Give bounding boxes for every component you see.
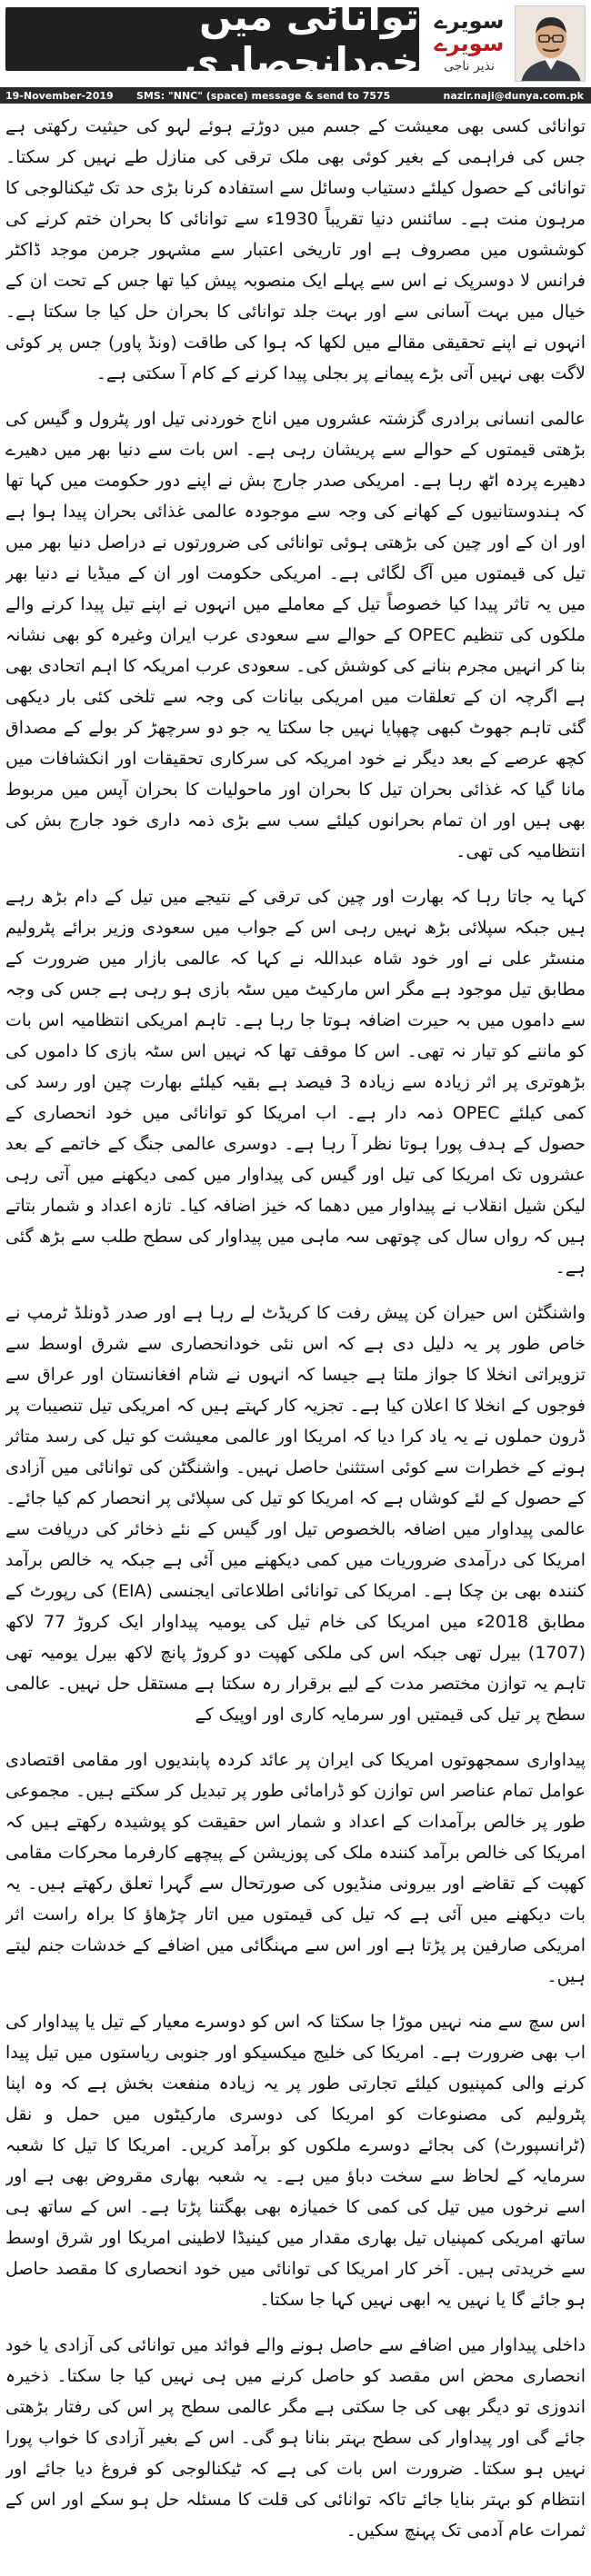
author-portrait-image xyxy=(516,6,586,82)
masthead xyxy=(0,0,591,87)
column-title: توانائی میں خودانحصاری xyxy=(184,0,419,84)
article-body xyxy=(5,111,586,2570)
column-logo xyxy=(427,5,511,78)
author-name: نذیر ناجی xyxy=(444,59,495,75)
info-bar xyxy=(0,87,591,104)
article-paragraph: کہا یہ جاتا رہا کہ بھارت اور چین کی ترقی کے نتیجے میں تیل کے دام بڑھ رہے ہیں جبکہ سپلائی بڑھ نہیں رہی اس کے جواب میں سعودی وزیر برائے پٹرولیم منسٹر علی نے اور خود شاہ عبداللہ نے کہا کہ عالمی بازار میں ضرورت کے مطابق تیل موجود ہے مگر اس مارکیٹ میں سٹہ بازی ہو رہی ہے جس کی وجہ سے داموں میں بہ حیرت اضافہ ہوتا جا رہا ہے۔ تاہم امریکی انتظامیہ اس بات کو ماننے کو تیار نہ تھی۔ اس کا موقف تھا کہ نہیں اس سٹہ بازی کا داموں کی بڑھوتری پر اثر زیادہ سے زیادہ 3 فیصد ہے بقیہ کیلئے بھارت چین اور رسد کی کمی کیلئے OPEC ذمہ دار ہے۔ اب امریکا کو توانائی میں خود انحصاری کے حصول کے ہدف پورا ہوتا نظر آ رہا ہے۔ دوسری عالمی جنگ کے خاتمے کے بعد عشروں تک امریکا کی تیل اور گیس کی پیداوار میں کمی دیکھنے میں آتی رہی لیکن شیل انقلاب نے پیداوار میں دھما کہ خیز اضافہ کیا۔ تازہ اعداد و شمار بتاتے ہیں کہ رواں سال کی چوتھی سہ ماہی میں پیداوار کی سطح طلب سے بڑھ گئی ہے۔ xyxy=(5,887,586,1278)
column-name-line1: سویرے xyxy=(434,7,505,34)
article-paragraph: عالمی انسانی برادری گزشتہ عشروں میں اناج خوردنی تیل اور پٹرول و گیس کی بڑھتی قیمتوں کے حوالے سے پریشان رہی ہے۔ اس بات سے دنیا بھر میں دھیرے دھیرے پردہ اٹھ رہا ہے۔ امریکی صدر جارج بش نے اپنے دور حکومت میں کہا تھا کہ ہندوستانیوں کے کھانے کی وجہ سے موجودہ عالمی غذائی بحران پیدا ہوا ہے اور ان کے اور چین کی بڑھتی ہوئی توانائی کی ضرورتوں نے دراصل دنیا بھر میں تیل کی قیمتوں میں آگ لگائی ہے۔ امریکی حکومت اور ان کے میڈیا نے دنیا بھر میں یہ تاثر پیدا کیا خصوصاً تیل کے معاملے میں انہوں نے اپنے تیل پیدا کرنے والے ملکوں کی تنظیم OPEC کے حوالے سے سعودی عرب ایران وغیرہ کو بھی نشانہ بنا کر انہیں مجرم بنانے کی کوشش کی۔ سعودی عرب امریکہ کا اہم اتحادی بھی ہے اگرچہ ان کے تعلقات میں امریکی بیانات کی وجہ سے تلخی کئی بار دیکھی گئی تاہم جھوٹ کبھی چھپایا نہیں جا سکتا یہ جو دو سرچھڑ کر بولے کے مصداق کچھ عرصے کے بعد دیگر نے خود امریکہ کی سرکاری تحقیقات اور انکشافات میں مانا گیا کہ غذائی بحران تیل کا بحران اور ماحولیات کا بحران آپس میں مربوط بھی ہیں اور ان تمام بحرانوں کیلئے سب سے بڑی ذمہ داری خود جارج بش کی انتظامیہ کی تھی۔ xyxy=(5,409,586,861)
author-portrait xyxy=(515,5,586,82)
article-paragraph: داخلی پیداوار میں اضافے سے حاصل ہونے والے فوائد میں توانائی کی آزادی یا خود انحصاری محض اس مقصد کو حاصل کرنے میں ہی نہیں کیا جا سکتا۔ ذخیرہ اندوزی تو دیگر بھی کی جا سکتی ہے مگر عالمی سطح پر اس کی رفتار بڑھتی جائے گی اور پیداوار کی سطح بہتر بنانا ہو گی۔ اس کے بغیر آزادی کا خواب پورا نہیں ہو سکتا۔ ضرورت اس بات کی ہے کہ ٹیکنالوجی کو فروغ دیا جائے اور انتظام کو بہتر بنایا جائے تاکہ توانائی کی قلت کا مسئلہ حل ہو سکے اور اس کے ثمرات عام آدمی تک پہنچ سکیں۔ xyxy=(5,2335,586,2541)
sms-instructions: SMS: "NNC" (space) message & send to 7575 xyxy=(136,89,391,102)
article-paragraph: اس سچ سے منہ نہیں موڑا جا سکتا کہ اس کو دوسرے معیار کے تیل یا پیداوار کی اب بھی ضرورت ہے۔ امریکا کی خلیج میکسیکو اور جنوبی ریاستوں میں تیل پیدا کرنے والی کمپنیوں کیلئے تجارتی طور پر یہ زیادہ منفعت بخش ہے کہ وہ اپنا پٹرولیم کی مصنوعات کو امریکا کی دوسری مارکیٹوں میں حمل و نقل (ٹرانسپورٹ) کی بجائے دوسرے ملکوں کو برآمد کریں۔ امریکا کا تیل کا شعبہ سرمایہ کے لحاظ سے سخت دباؤ میں ہے۔ یہ شعبہ بھاری مقروض بھی ہے اور اسے نرخوں میں تیل کی کمی کا خمیازہ بھی بھگتنا پڑتا ہے۔ اس کے ساتھ ہی ساتھ امریکی کمپنیاں تیل بھاری مقدار میں کینیڈا لاطینی امریکا اور شرق اوسط سے خریدتی ہیں۔ آخر کار امریکا کی توانائی میں خود انحصاری کا مقصد حاصل ہو جائے گا یا نہیں یہ ابھی نہیں کہا جا سکتا۔ xyxy=(5,2012,586,2310)
column-name-line2: سویرے xyxy=(434,31,505,56)
article-paragraph: پیداواری سمجھوتوں امریکا کی ایران پر عائد کردہ پابندیوں اور مقامی اقتصادی عوامل تمام عناصر اس توازن کو ڈرامائی طور پر تبدیل کر سکتے ہیں۔ مجموعی طور پر خالص برآمدات کے اعداد و شمار اس حقیقت کو پوشیدہ رکھتے ہیں کہ امریکا کی خالص برآمد کنندہ ملک کی پوزیشن کے پیچھے کارفرما محرکات مقامی کھپت کے تقاضے اور بیرونی منڈیوں کی صورتحال سے گہرا تعلق رکھتے ہیں۔ یہ بات دیکھنے میں آئی ہے کہ تیل کی قیمتوں میں اتار چڑھاؤ کا براہ راست اثر امریکی صارفین پر پڑتا ہے اور اس سے مہنگائی میں اضافے کے خدشات جنم لیتے ہیں۔ xyxy=(5,1750,586,1986)
article-paragraph: واشنگٹن اس حیران کن پیش رفت کا کریڈٹ لے رہا ہے اور صدر ڈونلڈ ٹرمپ نے خاص طور پر یہ دلیل دی ہے کہ اس نئی خودانحصاری سے شرق اوسط سے تزویراتی انخلا کا جواز ملتا ہے جیسا کہ انہوں نے شام افغانستان اور عراق سے فوجوں کے انخلا کا اعلان کیا ہے۔ تجزیہ کار کہتے ہیں کہ امریکی تیل تنصیبات پر ڈرون حملوں نے یہ یاد کرا دیا کہ امریکا اور عالمی معیشت کو تیل کی رسد متاثر ہونے کے خطرات سے کوئی استثنیٰ حاصل نہیں۔ واشنگٹن کی توانائی میں آزادی کے حصول کے لئے کوشاں ہے کہ امریکا کو تیل کی سپلائی پر انحصار کم کیا جائے۔ عالمی پیداوار میں اضافہ بالخصوص تیل اور گیس کے نئے ذخائر کی دریافت سے امریکا کی درآمدی ضروریات میں کمی دیکھنے میں آئی ہے جبکہ یہ خالص برآمد کنندہ بھی بن چکا ہے۔ امریکا کی توانائی اطلاعاتی ایجنسی (EIA) کی رپورٹ کے مطابق 2018ء میں امریکا کی خام تیل کی یومیہ پیداوار ایک کروڑ 77 لاکھ (1707) بیرل تھی جبکہ اس کی ملکی کھپت دو کروڑ پانچ لاکھ بیرل یومیہ تھی تاہم یہ توازن مختصر مدت کے لیے برقرار رہ سکتا ہے مستقل حل نہیں۔ عالمی سطح پر تیل کی قیمتیں اور سرمایہ کاری اور اوپیک کے xyxy=(5,1303,586,1725)
column-title-banner xyxy=(5,0,419,84)
author-email[interactable]: nazir.naji@dunya.com.pk xyxy=(443,89,584,102)
publish-date: 19-November-2019 xyxy=(5,89,114,102)
article-paragraph: توانائی کسی بھی معیشت کے جسم میں دوڑتے ہوئے لہو کی حیثیت رکھتی ہے جس کی فراہمی کے بغیر کوئی بھی ملک ترقی کی منازل طے نہیں کر سکتا۔ توانائی کے حصول کیلئے دستیاب وسائل سے استفادہ کرنا بڑی حد تک ٹیکنالوجی کا مرہون منت ہے۔ سائنس دنیا تقریباً 1930ء سے توانائی کا بحران ختم کرنے کی کوششوں میں مصروف ہے اور تاریخی اعتبار سے مشہور جرمن موجد ڈاکٹر فرانس لا دوسرپک نے اس سے پہلے ایک منصوبہ پیش کیا تھا جس کے تحت ان کے خیال میں بہت آسانی سے اور بہت جلد توانائی کا بحران حل کیا جا سکتا ہے۔ انہوں نے اپنے تحقیقی مقالے میں لکھا کہ ہوا کی طاقت (ونڈ پاور) جس پر کوئی لاگت بھی نہیں آتی بڑے پیمانے پر بجلی پیدا کرنے کے کام آ سکتی ہے۔ xyxy=(5,116,586,383)
